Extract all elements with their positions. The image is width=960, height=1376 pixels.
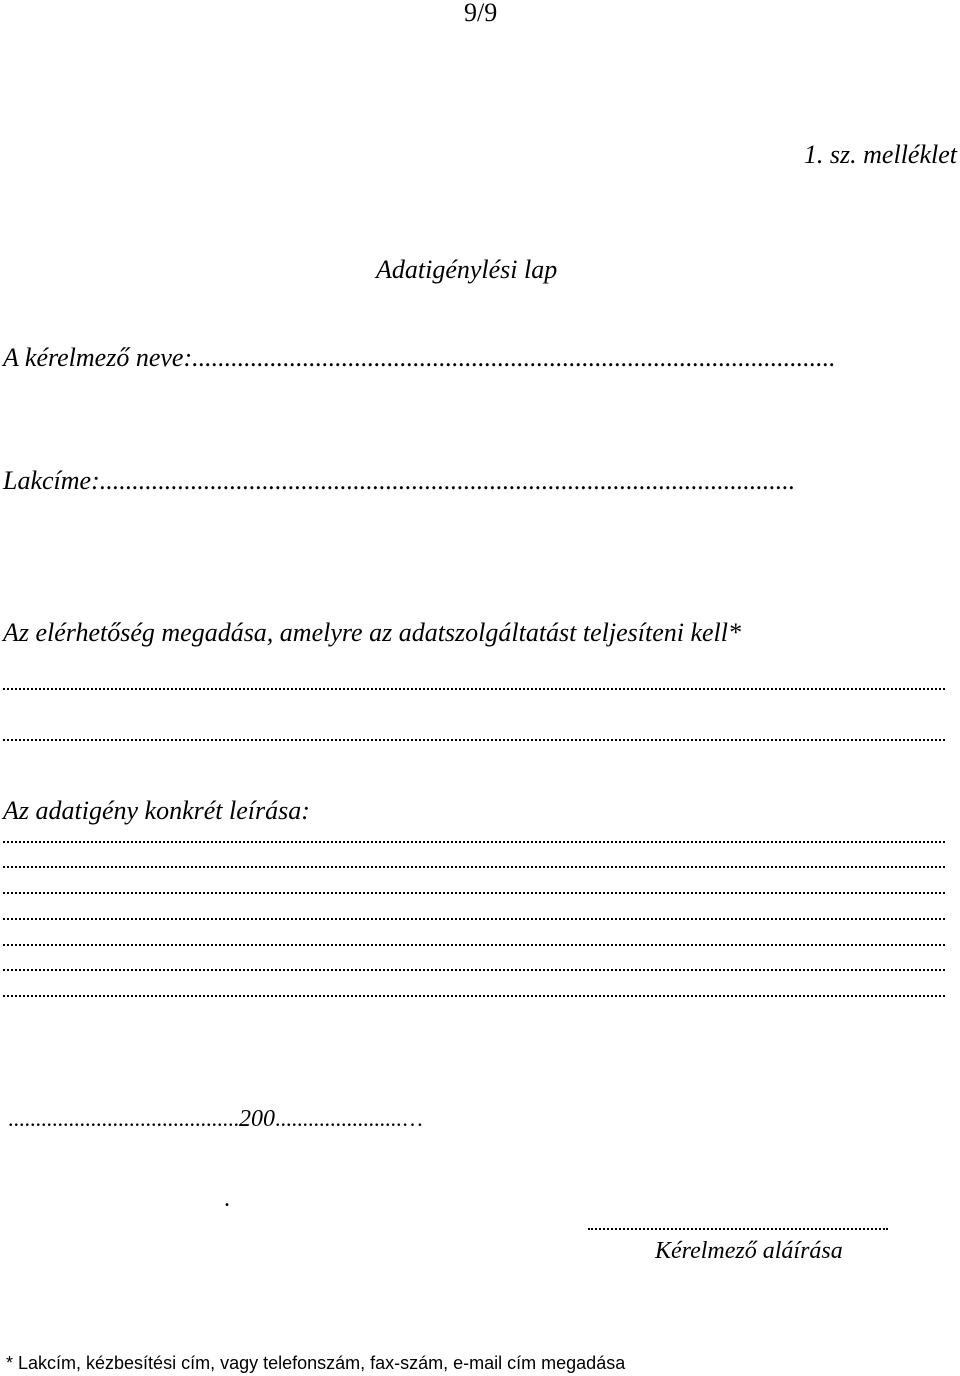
- description-dotted-line: [3, 841, 945, 843]
- description-dotted-line: [3, 892, 945, 894]
- description-dotted-line: [3, 918, 945, 920]
- annex-label: 1. sz. melléklet: [803, 140, 957, 169]
- description-dotted-line: [3, 944, 945, 946]
- date-suffix-dots: .......................…: [275, 1106, 424, 1131]
- form-title: Adatigénylési lap: [376, 255, 558, 284]
- contact-dotted-line: [3, 739, 945, 741]
- date-line: [8, 1106, 424, 1133]
- footnote: * Lakcím, kézbesítési cím, vagy telefonszám, fax-szám, e-mail cím megadása: [6, 1353, 626, 1373]
- signature-dotted-line: [588, 1228, 888, 1230]
- page-number: 9/9: [464, 0, 498, 27]
- date-year: 200: [239, 1106, 275, 1132]
- description-dotted-line: [3, 969, 945, 971]
- description-dotted-line: [3, 995, 945, 997]
- address-field: Lakcíme:...........................................................................................................: [3, 466, 796, 495]
- description-dotted-line: [3, 866, 945, 868]
- contact-dotted-line: [3, 688, 945, 690]
- description-field-label: Az adatigény konkrét leírása:: [3, 796, 310, 825]
- date-prefix-dots: ..........................................: [8, 1106, 239, 1131]
- contact-field-label: Az elérhetőség megadása, amelyre az adatszolgáltatást teljesíteni kell*: [3, 618, 742, 647]
- applicant-name-field: A kérelmező neve:...................................................................................................: [3, 343, 836, 372]
- stray-dot: .: [224, 1186, 230, 1212]
- signature-label: Kérelmező aláírása: [655, 1238, 843, 1264]
